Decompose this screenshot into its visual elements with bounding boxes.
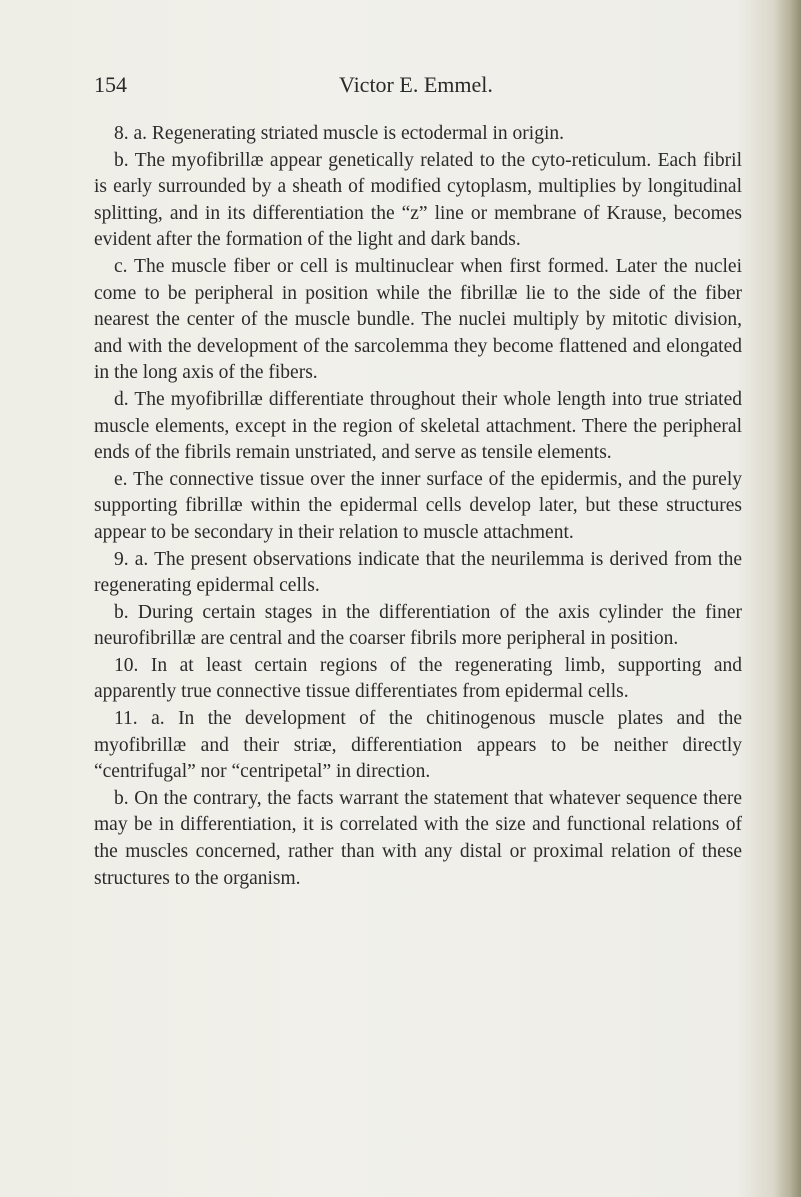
paragraph-8a: 8. a. Regenerating striated muscle is ectodermal in origin. — [114, 123, 564, 144]
paragraph-9a: 9. a. The present observations indicate that the neurilemma is derived from the regenerating epidermal cells. — [94, 548, 742, 597]
page-edge-shadow — [773, 0, 801, 1197]
paragraph-11a: 11. a. In the development of the chitinogenous muscle plates and the myofibrillæ and their striæ, differentiation appears to be neither directly “centrifugal” nor “centripetal” in direction. — [94, 708, 742, 783]
running-head — [94, 72, 734, 104]
page-number: 154 — [94, 72, 127, 97]
paragraph-8d: d. The myofibrillæ differentiate throughout their whole length into true striated muscle elements, except in the region of skeletal attachment. There the peripheral ends of the fibrils remain unstriated, and serve as tensile elements. — [94, 388, 742, 464]
paragraph-8c: c. The muscle fiber or cell is multinuclear when first formed. Later the nuclei come to be peripheral in position while the fibrillæ lie to the side of the fiber nearest the center of the muscle bundle. The nuclei multiply by mitotic division, and with the development of the sarcolemma they become flattened and elongated in the long axis of the fibers. — [94, 255, 742, 384]
paragraph-10: 10. In at least certain regions of the regenerating limb, supporting and apparently true connective tissue differentiates from epidermal cells. — [94, 654, 742, 703]
paragraph-8e: e. The connective tissue over the inner surface of the epidermis, and the purely supporting fibrillæ within the epidermal cells develop later, but these structures appear to be secondary in their relation to muscle attachment. — [94, 468, 742, 543]
running-head-author: Victor E. Emmel. — [339, 72, 493, 97]
body-text — [94, 121, 742, 892]
paragraph-11b: b. On the contrary, the facts warrant the statement that whatever sequence there may be in differentiation, it is correlated with the size and functional relations of the muscles concerned, rather than with any distal or proximal relation of these structures to the organism. — [94, 787, 742, 889]
paragraph-8b: b. The myofibrillæ appear genetically related to the cyto-reticulum. Each fibril is early surrounded by a sheath of modified cytoplasm, multiplies by longitudinal splitting, and in its differentiation the “z” line or membrane of Krause, becomes evident after the formation of the light and dark bands. — [94, 149, 742, 251]
paragraph-9b: b. During certain stages in the differentiation of the axis cylinder the finer neurofibrillæ are central and the coarser fibrils more peripheral in position. — [94, 601, 742, 650]
